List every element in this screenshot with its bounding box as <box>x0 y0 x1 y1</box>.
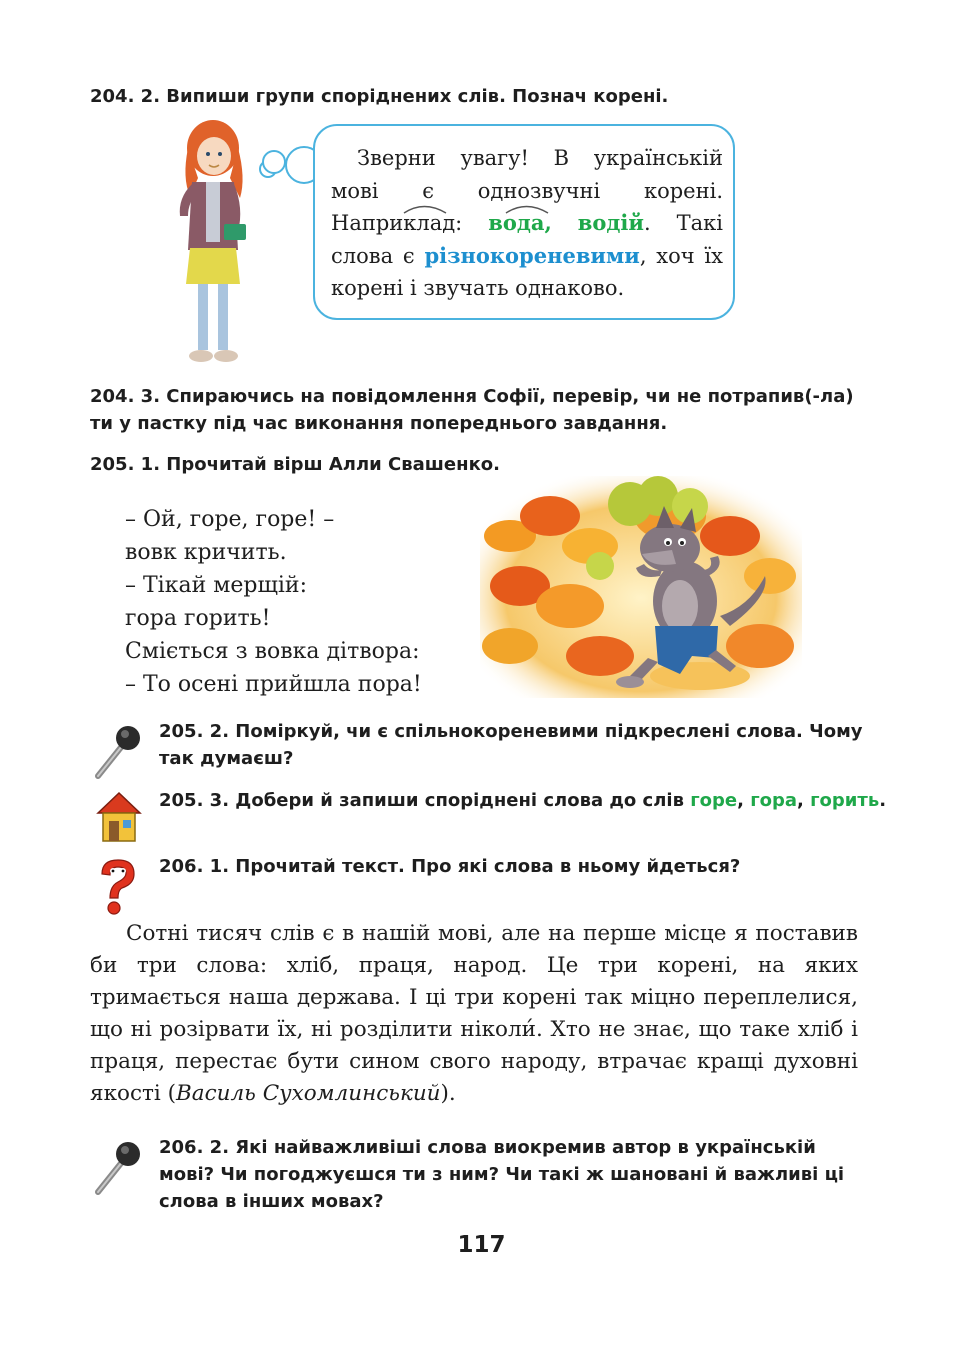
question-icon <box>96 858 140 916</box>
task-204-2: 204. 2. Випиши групи споріднених слів. Познач корені. <box>90 86 669 107</box>
page-number: 117 <box>457 1232 506 1258</box>
task-204-3: 204. 3. Спираючись на повідомлення Софії, перевір, чи не потрапив(-ла) ти у пастку під час виконання попереднього завдання. <box>90 386 854 434</box>
poem-line: гора горить! <box>125 606 271 631</box>
poem-line: – Ой, горе, горе! – <box>125 507 335 532</box>
green-word: гора <box>750 790 798 811</box>
wolf-foot <box>616 676 644 688</box>
girl-leg <box>218 284 228 350</box>
girl-skirt <box>186 248 240 284</box>
poem-line: Сміється з вовка дітвора: <box>125 639 420 664</box>
house-icon <box>96 791 142 843</box>
separator: , <box>797 790 811 811</box>
microphone-icon <box>92 1138 144 1196</box>
root-word: водій <box>577 210 644 235</box>
separator: , <box>737 790 751 811</box>
task-206-1: 206. 1. Прочитай текст. Про які слова в ньому йдеться? <box>159 856 741 877</box>
root-arcs <box>400 200 570 216</box>
prose-text <box>90 918 858 1110</box>
bubble-text-part: Зверни увагу! В українській мові є однозвучні корені. Наприклад: <box>331 146 723 235</box>
bubble-text <box>331 142 723 305</box>
girl-leg <box>198 284 208 350</box>
wolf-belly <box>662 580 698 632</box>
punctuation: . <box>879 790 887 811</box>
poem-line: – Тікай мерщій: <box>125 573 308 598</box>
girl-shirt <box>206 182 220 242</box>
green-word: горить <box>810 790 880 811</box>
girl-illustration <box>168 118 258 370</box>
green-word: горе <box>690 790 738 811</box>
bubble-text-part: , хоч їх корені і звучать однаково. <box>331 243 723 300</box>
task-205-2: 205. 2. Поміркуй, чи є спільнокореневими підкреслені слова. Чому так думаєш? <box>159 721 863 769</box>
bubble-text-part: . Такі слова є <box>331 211 723 268</box>
prose-end: ). <box>440 1081 456 1106</box>
girl-book <box>224 224 246 240</box>
prose-main: Сотні тисяч слів є в нашій мові, але на перше місце я поставив би три слова: хліб, праця, народ. Це три корені, на яких тримається наша держава. І ці три корені так міцно переплелися, що ні розірвати їх, ні розділити ніколи́. Хто не знає, що таке хліб і праця, перестає бути сином свого народу, втрачає кращі духовні якості ( <box>90 921 858 1106</box>
girl-face <box>197 137 231 175</box>
root-arc <box>506 207 548 214</box>
info-bubble <box>313 124 735 320</box>
girl-eye <box>218 152 222 156</box>
autumn-wolf-illustration <box>480 476 802 698</box>
prose-paragraph <box>90 918 858 1110</box>
girl-shoe <box>189 350 213 362</box>
poem-line: – То осені прийшла пора! <box>125 672 422 697</box>
poem-line: вовк кричить. <box>125 540 287 565</box>
highlight-term: різнокореневими <box>424 242 640 268</box>
prose-author: Василь Сухомлинський <box>175 1081 441 1106</box>
task-205-3 <box>159 787 886 814</box>
task-205-1: 205. 1. Прочитай вірш Алли Свашенко. <box>90 454 500 475</box>
girl-eye <box>206 152 210 156</box>
wolf-head <box>640 524 700 572</box>
microphone-icon <box>92 722 144 780</box>
task-205-3-text: 205. 3. Добери й запиши споріднені слова до слів <box>159 790 691 811</box>
poem <box>125 503 422 701</box>
task-206-2: 206. 2. Які найважливіші слова виокремив автор в українській мові? Чи погоджуєшся ти з ним? Чи такі ж шановані й важливі ці слова в інших мовах? <box>159 1137 845 1212</box>
root-word: вода, <box>488 210 552 235</box>
root-arc <box>404 207 446 214</box>
girl-shoe <box>214 350 238 362</box>
thought-cloud-medium <box>262 150 286 174</box>
